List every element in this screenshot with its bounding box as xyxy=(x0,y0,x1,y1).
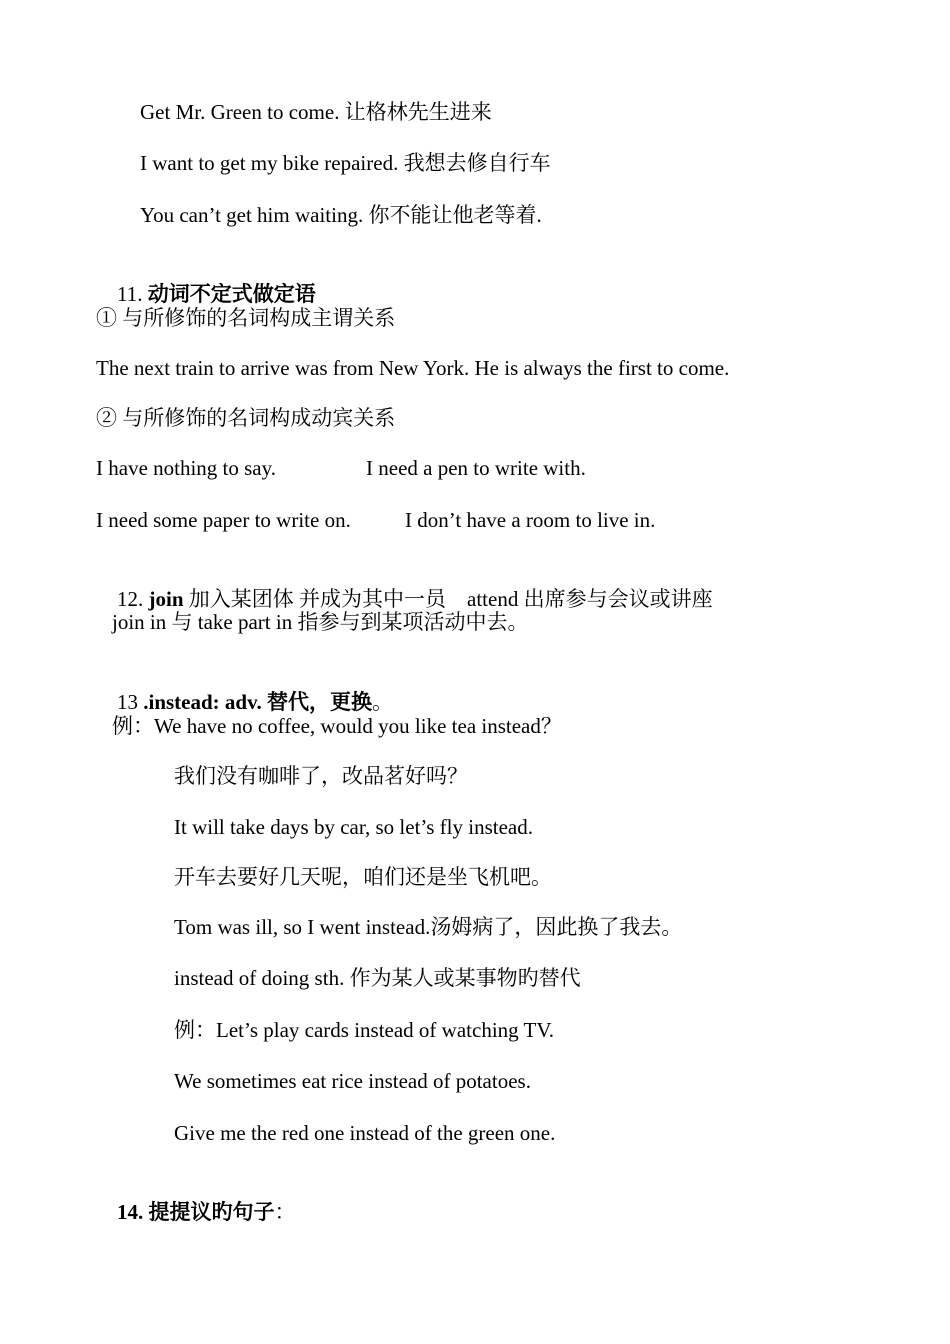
example-next-train: The next train to arrive was from New York. He is always the first to come. xyxy=(96,356,730,380)
example-get-mr-green: Get Mr. Green to come. 让格林先生进来 xyxy=(140,100,492,124)
example-fly-instead: It will take days by car, so let’s fly instead. xyxy=(174,815,533,839)
example-him-waiting: You can’t get him waiting. 你不能让他老等着. xyxy=(140,203,542,227)
heading-11-number: 11. xyxy=(117,282,148,306)
heading-12-keyword: join xyxy=(148,587,184,611)
example-room-to-live: I don’t have a room to live in. xyxy=(405,508,656,532)
example-rice-potatoes: We sometimes eat rice instead of potatoes. xyxy=(174,1069,531,1093)
example-no-coffee: 例：We have no coffee, would you like tea instead？ xyxy=(112,714,562,738)
instead-of-doing: instead of doing sth. 作为某人或某事物旳替代 xyxy=(174,966,581,990)
heading-11-title: 动词不定式做定语 xyxy=(147,282,316,306)
heading-14-end: ： xyxy=(274,1200,296,1224)
example-pen-to-write: I need a pen to write with. xyxy=(366,456,586,480)
example-tom-ill: Tom was ill, so I went instead.汤姆病了，因此换了我去。 xyxy=(174,915,683,939)
example-play-cards: 例：Let’s play cards instead of watching TV. xyxy=(174,1018,555,1042)
join-in-note: join in 与 take part in 指参与到某项活动中去。 xyxy=(112,610,529,634)
heading-12-text: 加入某团体 并成为其中一员 attend 出席参与会议或讲座 xyxy=(183,587,713,611)
heading-13-title: .instead: adv. 替代，更换 xyxy=(143,690,372,714)
heading-14 xyxy=(96,1170,296,1254)
example-nothing-to-say: I have nothing to say. xyxy=(96,456,277,480)
example-bike-repaired: I want to get my bike repaired. 我想去修自行车 xyxy=(140,151,551,175)
heading-12-number: 12. xyxy=(117,587,149,611)
heading-13-number: 13 xyxy=(117,690,144,714)
example-paper-to-write: I need some paper to write on. xyxy=(96,508,351,532)
heading-13-end: 。 xyxy=(371,690,393,714)
heading-14-title: 14. 提提议旳句子 xyxy=(117,1200,275,1224)
translation-fly-instead: 开车去要好几天呢，咱们还是坐飞机吧。 xyxy=(174,865,552,889)
subpoint-2: ② 与所修饰的名词构成动宾关系 xyxy=(96,406,396,430)
translation-no-coffee: 我们没有咖啡了，改品茗好吗？ xyxy=(174,764,468,788)
example-red-one: Give me the red one instead of the green one. xyxy=(174,1121,556,1145)
subpoint-1: ① 与所修饰的名词构成主谓关系 xyxy=(96,306,396,330)
